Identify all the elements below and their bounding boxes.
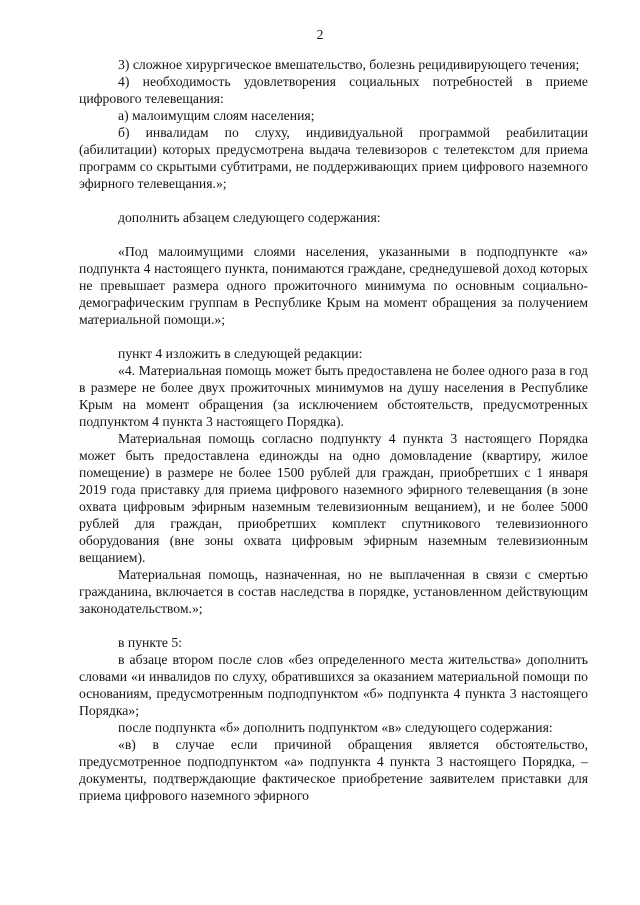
paragraph: 3) сложное хирургическое вмешательство, болезнь рецидивирующего течения; <box>118 57 580 72</box>
paragraph-gap <box>79 617 588 634</box>
paragraph: Материальная помощь согласно подпункту 4 пункта 3 настоящего Порядка может быть предоставлена единожды на одно домовладение (квартиру, жилое помещение) в размере не более 1500 рублей для граждан, приобретших с 1 января 2019 года приставку для приема цифрового наземного эфирного телевещания (в зоне охвата цифровым эфирным наземным телевизионным вещанием), и не более 5000 рублей для граждан, приобретших комплект спутникового телевизионного оборудования (вне зоны охвата цифровым эфирным наземным телевизионным вещанием). <box>79 431 588 565</box>
paragraph: «Под малоимущими слоями населения, указанными в подподпункте «а» подпункта 4 настоящего пункта, понимаются граждане, среднедушевой доход которых не превышает размера одного прожиточного минимума по основным социально-демографическим группам в Республике Крым на момент обращения за получением материальной помощи.»; <box>79 244 588 327</box>
paragraph: пункт 4 изложить в следующей редакции: <box>118 346 363 361</box>
paragraph: «в) в случае если причиной обращения является обстоятельство, предусмотренное подподпунктом «а» подпункта 4 пункта 3 настоящего Порядка, – документы, подтверждающие фактическое приобретение заявителем приставки для приема цифрового наземного эфирного <box>79 737 588 803</box>
paragraph: в пункте 5: <box>118 635 182 650</box>
paragraph: а) малоимущим слоям населения; <box>118 108 315 123</box>
paragraph-gap <box>79 328 588 345</box>
paragraph: «4. Материальная помощь может быть предоставлена не более одного раза в год в размере не более двух прожиточных минимумов на душу населения в Республике Крым на момент обращения (за исключением обстоятельств, предусмотренных подпунктом 4 пункта 3 настоящего Порядка). <box>79 363 588 429</box>
paragraph: в абзаце втором после слов «без определенного места жительства» дополнить словами «и инвалидов по слуху, обратившихся за оказанием материальной помощи по основаниям, предусмотренным подподпунктом «б» подпункта 4 пункта 3 настоящего Порядка»; <box>79 652 588 718</box>
paragraph-gap <box>79 226 588 243</box>
paragraph: 4) необходимость удовлетворения социальных потребностей в приеме цифрового телевещания: <box>79 74 588 106</box>
document-body <box>79 56 588 804</box>
paragraph: Материальная помощь, назначенная, но не выплаченная в связи с смертью гражданина, включается в состав наследства в порядке, установленном действующим законодательством.»; <box>79 567 588 616</box>
paragraph-gap <box>79 192 588 209</box>
paragraph: б) инвалидам по слуху, индивидуальной программой реабилитации (абилитации) которых предусмотрена выдача телевизоров с телетекстом для приема программ со скрытыми субтитрами, не поддерживающих прием цифрового наземного эфирного телевещания.»; <box>79 125 588 191</box>
paragraph: дополнить абзацем следующего содержания: <box>118 210 381 225</box>
page-number: 2 <box>316 27 324 42</box>
paragraph: после подпункта «б» дополнить подпунктом «в» следующего содержания: <box>118 720 553 735</box>
